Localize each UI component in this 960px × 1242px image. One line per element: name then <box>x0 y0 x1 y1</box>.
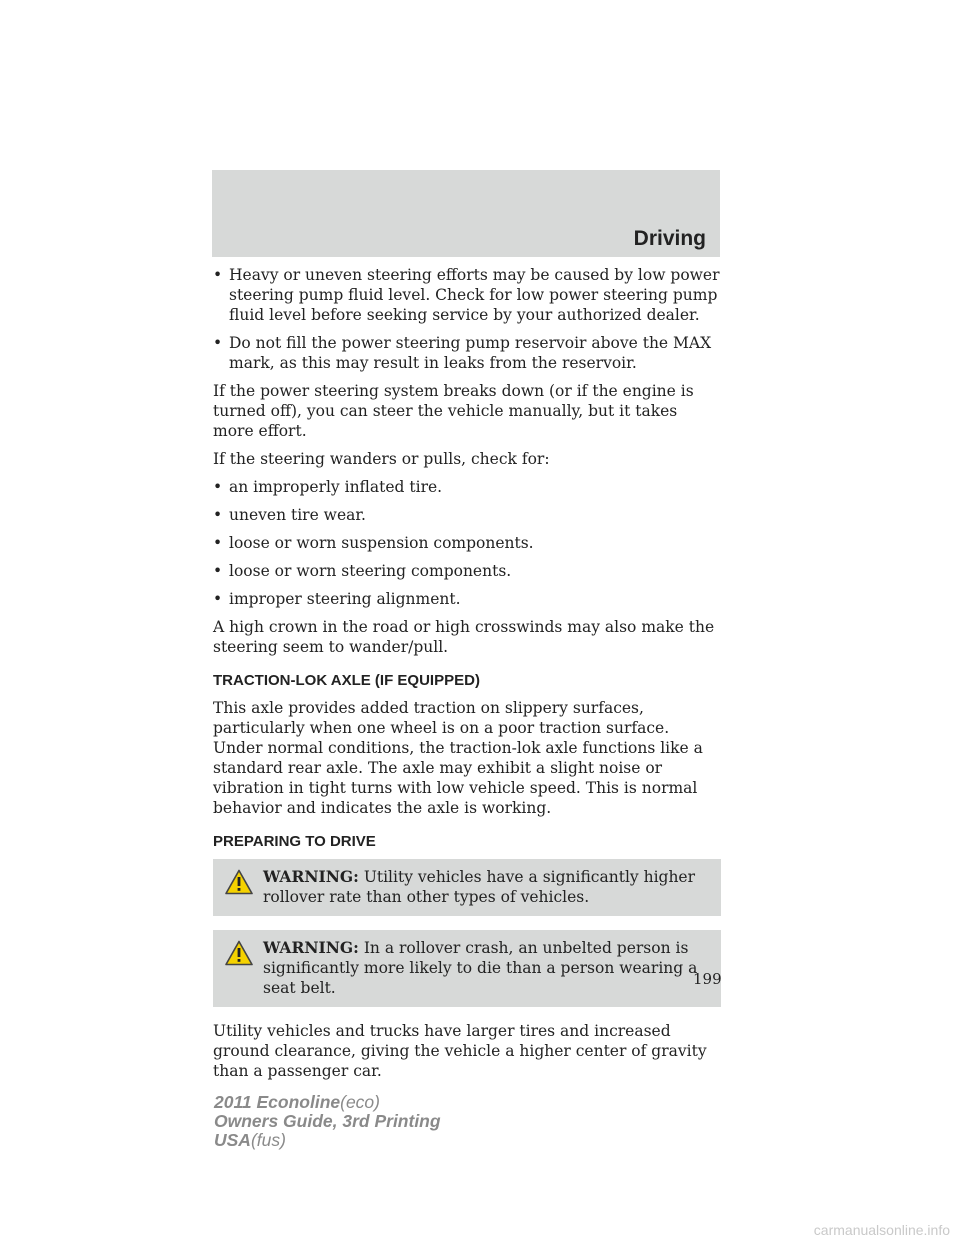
bullet-icon: • <box>213 534 223 552</box>
list-item-text: loose or worn steering components. <box>229 562 512 580</box>
page-content <box>213 265 721 1089</box>
list-item-text: improper steering alignment. <box>229 590 461 608</box>
paragraph-utility: Utility vehicles and trucks have larger tires and increased ground clearance, giving the vehicle a higher center of gravity than a passenger car. <box>213 1022 707 1080</box>
list-item-text: Do not fill the power steering pump reservoir above the MAX mark, as this may result in leaks from the reservoir. <box>229 334 712 372</box>
footer-model-code: (eco) <box>340 1092 380 1112</box>
paragraph-check-intro: If the steering wanders or pulls, check for: <box>213 450 550 468</box>
paragraph-crown: A high crown in the road or high crosswinds may also make the steering seem to wander/pull. <box>213 618 715 656</box>
warning-box <box>213 930 721 1007</box>
footer-market: USA <box>214 1130 251 1150</box>
section-header-band <box>212 170 720 257</box>
paragraph-traction: This axle provides added traction on slippery surfaces, particularly when one wheel is on a poor traction surface. Under normal conditions, the traction-lok axle functions like a standard rear axle. The axle may exhibit a slight noise or vibration in tight turns with low vehicle speed. This is normal behavior and indicates the axle is working. <box>213 699 703 817</box>
warning-label: WARNING: <box>263 867 359 886</box>
bullet-icon: • <box>213 562 223 580</box>
warning-text: Utility vehicles have a significantly higher rollover rate than other types of vehicles. <box>263 868 696 906</box>
page-number: 199 <box>693 970 722 988</box>
list-item <box>213 333 721 373</box>
warning-triangle-icon <box>225 940 253 966</box>
footer-guide-edition: Owners Guide, 3rd Printing <box>214 1111 441 1131</box>
section-title: Driving <box>633 227 706 250</box>
bullet-icon: • <box>213 334 223 352</box>
bullet-icon: • <box>213 590 223 608</box>
paragraph-breakdown: If the power steering system breaks down (or if the engine is turned off), you can steer the vehicle manually, but it takes more effort. <box>213 382 694 440</box>
bullet-icon: • <box>213 478 223 496</box>
warning-label: WARNING: <box>263 938 359 957</box>
footer-market-code: (fus) <box>250 1130 286 1150</box>
list-item-text: loose or worn suspension components. <box>229 534 534 552</box>
bullet-icon: • <box>213 506 223 524</box>
warning-box <box>213 859 721 916</box>
list-item <box>213 561 721 581</box>
bullet-icon: • <box>213 266 223 284</box>
warning-text: In a rollover crash, an unbelted person is significantly more likely to die than a person wearing a seat belt. <box>263 939 698 997</box>
warning-triangle-icon <box>225 869 253 895</box>
list-item <box>213 505 721 525</box>
heading-preparing-to-drive: PREPARING TO DRIVE <box>213 833 376 850</box>
heading-traction-lok: TRACTION-LOK AXLE (IF EQUIPPED) <box>213 672 480 689</box>
watermark: carmanualsonline.info <box>813 1222 950 1238</box>
footer <box>214 1093 441 1150</box>
list-item-text: an improperly inflated tire. <box>229 478 443 496</box>
list-item-text: Heavy or uneven steering efforts may be caused by low power steering pump fluid level. Check for low power steering pump fluid level before seeking service by your authorized dealer. <box>229 266 720 324</box>
list-item <box>213 477 721 497</box>
list-item <box>213 265 721 325</box>
list-item <box>213 533 721 553</box>
list-item-text: uneven tire wear. <box>229 506 366 524</box>
list-item <box>213 589 721 609</box>
footer-model: 2011 Econoline <box>214 1092 341 1112</box>
